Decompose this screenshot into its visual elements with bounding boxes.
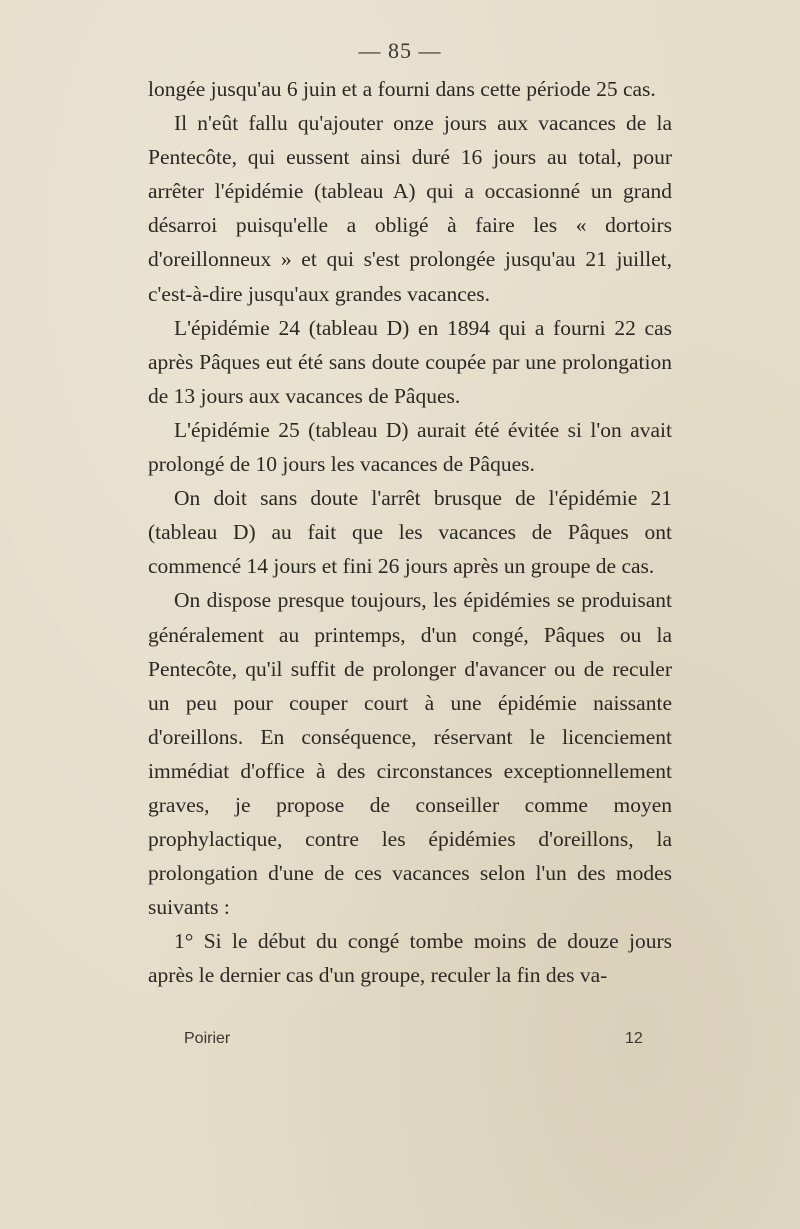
page-number: — 85 — <box>358 38 442 63</box>
page-footer <box>0 1030 800 1056</box>
paragraph: On doit sans doute l'arrêt brusque de l'épidémie 21 (tableau D) au fait que les vacances de Pâques ont commencé 14 jours et fini 26 jours après un groupe de cas. <box>148 486 672 579</box>
paragraph: Il n'eût fallu qu'ajouter onze jours aux vacances de la Pentecôte, qui eussent ainsi duré 16 jours au total, pour arrêter l'épidémie (tableau A) qui a occasionné un grand désarroi puisqu'elle a obligé à faire les « dortoirs d'oreillonneux » et qui s'est prolongée jusqu'au 21 juillet, c'est-à-dire jusqu'aux grandes vacances. <box>148 111 672 306</box>
paragraph: L'épidémie 25 (tableau D) aurait été évitée si l'on avait prolongé de 10 jours les vacances de Pâques. <box>148 417 672 477</box>
body-text <box>148 72 672 993</box>
footer-author: Poirier <box>184 1030 231 1047</box>
paragraph: On dispose presque toujours, les épidémies se produisant généralement au printemps, d'un congé, Pâques ou la Pentecôte, qu'il suffit de prolonger d'avancer ou de reculer un peu pour couper court à une épidémie naissante d'oreillons. En conséquence, réservant le licenciement immédiat d'office à des circonstances exceptionnellement graves, je propose de conseiller comme moyen prophylactique, contre les épidémies d'oreillons, la prolongation d'une de ces vacances selon l'un des modes suivants : <box>148 588 672 920</box>
paragraph: longée jusqu'au 6 juin et a fourni dans cette période 25 cas. <box>148 77 656 101</box>
signature-mark: 12 <box>625 1030 643 1047</box>
paragraph: L'épidémie 24 (tableau D) en 1894 qui a fourni 22 cas après Pâques eut été sans doute coupée par une prolongation de 13 jours aux vacances de Pâques. <box>148 315 672 408</box>
paragraph: 1° Si le début du congé tombe moins de douze jours après le dernier cas d'un groupe, reculer la fin des va- <box>148 929 672 988</box>
